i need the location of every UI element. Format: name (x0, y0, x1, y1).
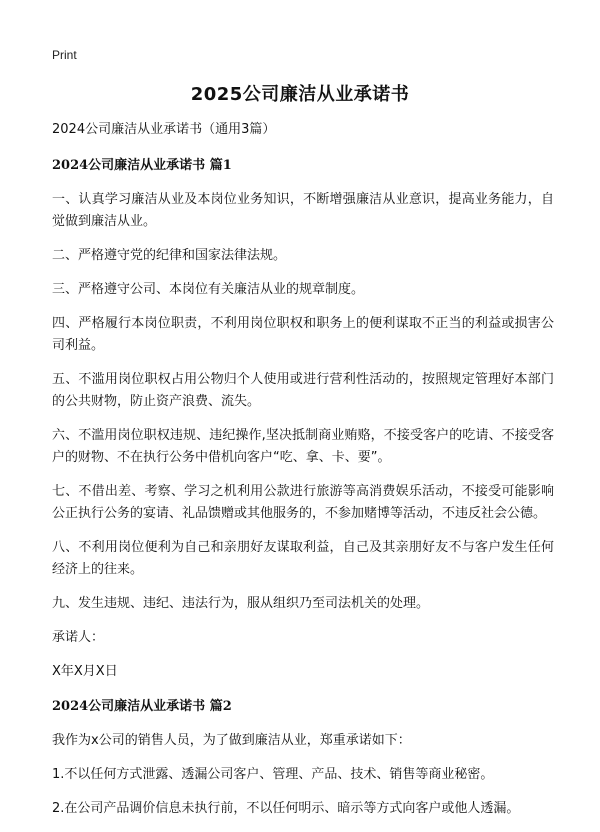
paragraph: 一、认真学习廉洁从业及本岗位业务知识，不断增强廉洁从业意识，提高业务能力，自觉做到廉洁从业。 (52, 192, 554, 229)
paragraph: 八、不利用岗位便利为自己和亲朋好友谋取利益，自己及其亲朋好友不与客户发生任何经济上的往来。 (52, 540, 554, 577)
paragraph: 六、不滥用岗位职权违规、违纪操作,坚决抵制商业贿赂，不接受客户的吃请、不接受客户的财物、不在执行公务中借机向客户“吃、拿、卡、要”。 (52, 428, 554, 465)
paragraph: 七、不借出差、考察、学习之机利用公款进行旅游等高消费娱乐活动，不接受可能影响公正执行公务的宴请、礼品馈赠或其他服务的，不参加赌博等活动，不违反社会公德。 (52, 484, 554, 521)
document-subtitle: 2024公司廉洁从业承诺书（通用3篇） (52, 122, 276, 137)
paragraph: 四、严格履行本岗位职责，不利用岗位职权和职务上的便利谋取不正当的利益或损害公司利益。 (52, 316, 554, 353)
date-line: X年X月X日 (52, 664, 118, 679)
paragraph: 九、发生违规、违纪、违法行为，服从组织乃至司法机关的处理。 (52, 596, 430, 611)
paragraph: 2.在公司产品调价信息未执行前，不以任何明示、暗示等方式向客户或他人透漏。 (52, 801, 520, 816)
paragraph: 三、严格遵守公司、本岗位有关廉洁从业的规章制度。 (52, 282, 365, 297)
document-body (52, 120, 554, 832)
section-heading: 2024公司廉洁从业承诺书 篇2 (52, 699, 232, 714)
paragraph: 五、不滥用岗位职权占用公物归个人使用或进行营利性活动的，按照规定管理好本部门的公共财物，防止资产浪费、流失。 (52, 372, 554, 409)
section-heading: 2024公司廉洁从业承诺书 篇1 (52, 158, 232, 173)
print-link[interactable]: Print (52, 48, 77, 62)
paragraph: 我作为x公司的销售人员，为了做到廉洁从业，郑重承诺如下： (52, 733, 411, 748)
paragraph: 1.不以任何方式泄露、透漏公司客户、管理、产品、技术、销售等商业秘密。 (52, 767, 494, 782)
document-title: 2025公司廉洁从业承诺书 (190, 84, 410, 105)
section-2 (52, 697, 554, 820)
paragraph: 二、严格遵守党的纪律和国家法律法规。 (52, 248, 287, 263)
section-1 (52, 156, 554, 683)
signer-label: 承诺人： (52, 630, 105, 645)
